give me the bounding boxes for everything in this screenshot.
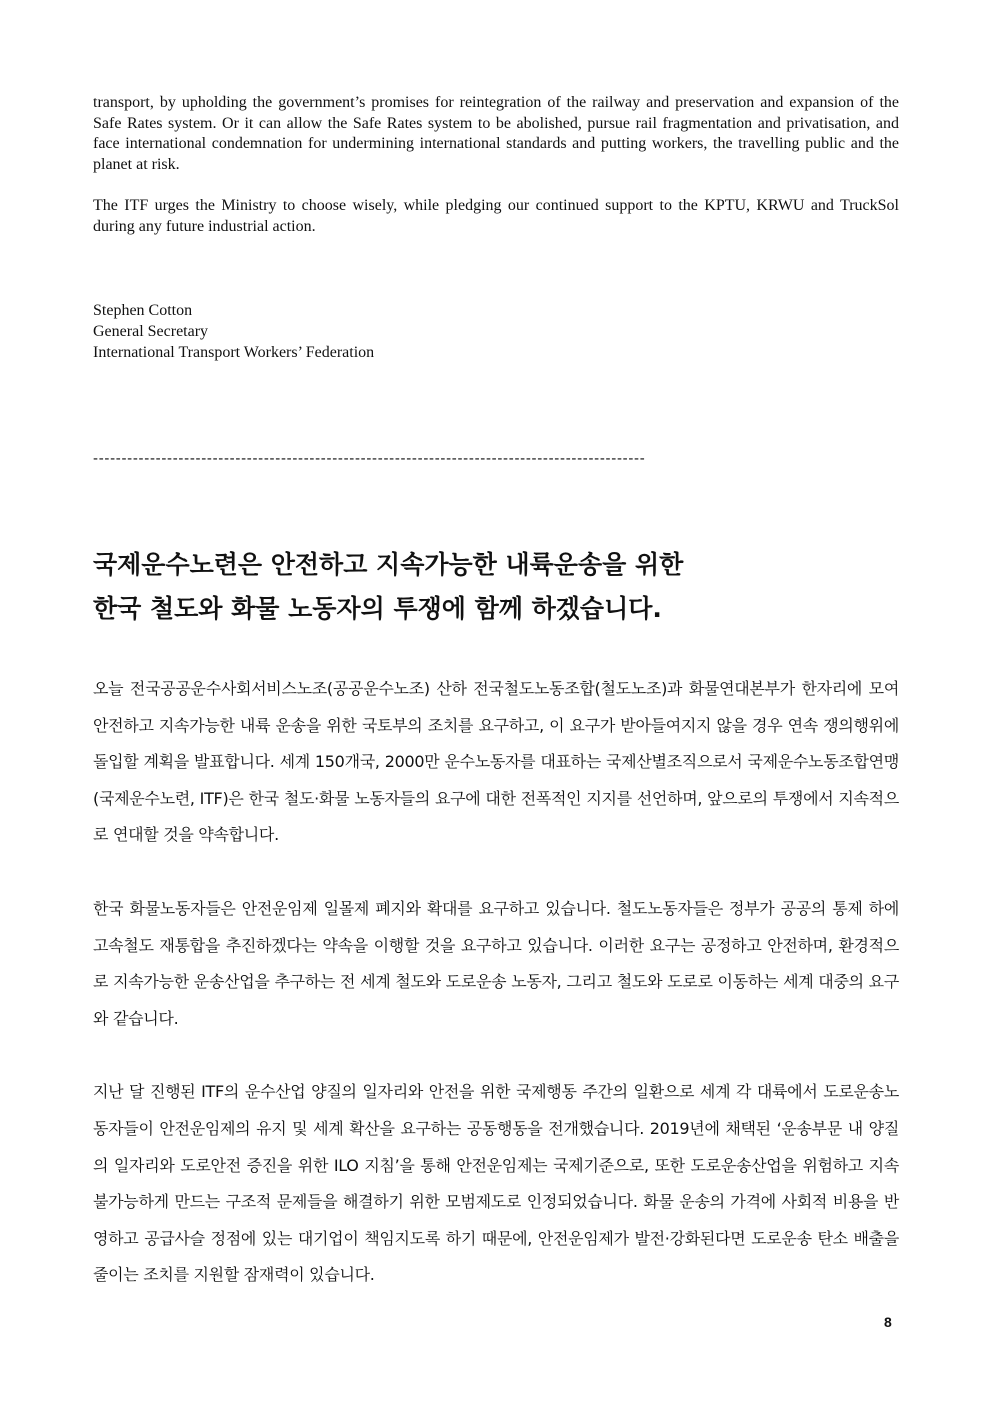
signatory-name: Stephen Cotton (93, 302, 193, 319)
signature-block (93, 300, 899, 363)
korean-title-line-1: 국제운수노련은 안전하고 지속가능한 내륙운송을 위한 (93, 550, 684, 579)
korean-paragraph-1: 오늘 전국공공운수사회서비스노조(공공운수노조) 산하 전국철도노동조합(철도노조)과 화물연대본부가 한자리에 모여 안전하고 지속가능한 내륙 운송을 위한 국토부의 조치를 요구하고, 이 요구가 받아들여지지 않을 경우 연속 쟁의행위에 돌입할 계획을 발표합니다. 세계 150개국, 2000만 운수노동자를 대표하는 국제산별조직으로서 국제운수노동조합연맹(국제운수노련, ITF)은 한국 철도·화물 노동자들의 요구에 대한 전폭적인 지지를 선언하며, 앞으로의 투쟁에서 지속적으로 연대할 것을 약속합니다. (93, 679, 899, 845)
korean-paragraph-2: 한국 화물노동자들은 안전운임제 일몰제 폐지와 확대를 요구하고 있습니다. 철도노동자들은 정부가 공공의 통제 하에 고속철도 재통합을 추진하겠다는 약속을 이행할 것을 요구하고 있습니다. 이러한 요구는 공정하고 안전하며, 환경적으로 지속가능한 운송산업을 추구하는 전 세계 철도와 도로운송 노동자, 그리고 철도와 도로로 이동하는 세계 대중의 요구와 같습니다. (93, 898, 899, 1028)
korean-title-line-2: 한국 철도와 화물 노동자의 투쟁에 함께 하겠습니다. (93, 594, 662, 623)
page-number: 8 (884, 1314, 892, 1330)
korean-title (93, 543, 899, 631)
signatory-organization: International Transport Workers’ Federation (93, 344, 375, 361)
dashed-divider: ------------------------------------------------------------------------------------------------- (93, 450, 646, 467)
english-paragraph-1: transport, by upholding the government’s promises for reintegration of the railway and preservation and expansion of the Safe Rates system. Or it can allow the Safe Rates system to be abolished, pursue rail fragmentation and privatisation, and face international condemnation for undermining international standards and putting workers, the travelling public and the planet at risk. (93, 94, 899, 173)
document-page (93, 93, 899, 1294)
english-paragraph-2: The ITF urges the Ministry to choose wisely, while pledging our continued support to the KPTU, KRWU and TruckSol during any future industrial action. (93, 197, 899, 235)
signatory-title: General Secretary (93, 323, 209, 340)
korean-paragraph-3: 지난 달 진행된 ITF의 운수산업 양질의 일자리와 안전을 위한 국제행동 주간의 일환으로 세계 각 대륙에서 도로운송노동자들이 안전운임제의 유지 및 세계 확산을 요구하는 공동행동을 전개했습니다. 2019년에 채택된 ‘운송부문 내 양질의 일자리와 도로안전 증진을 위한 ILO 지침’을 통해 안전운임제는 국제기준으로, 또한 도로운송산업을 위험하고 지속 불가능하게 만드는 구조적 문제들을 해결하기 위한 모범제도로 인정되었습니다. 화물 운송의 가격에 사회적 비용을 반영하고 공급사슬 정점에 있는 대기업이 책임지도록 하기 때문에, 안전운임제가 발전·강화된다면 도로운송 탄소 배출을 줄이는 조치를 지원할 잠재력이 있습니다. (93, 1082, 899, 1285)
